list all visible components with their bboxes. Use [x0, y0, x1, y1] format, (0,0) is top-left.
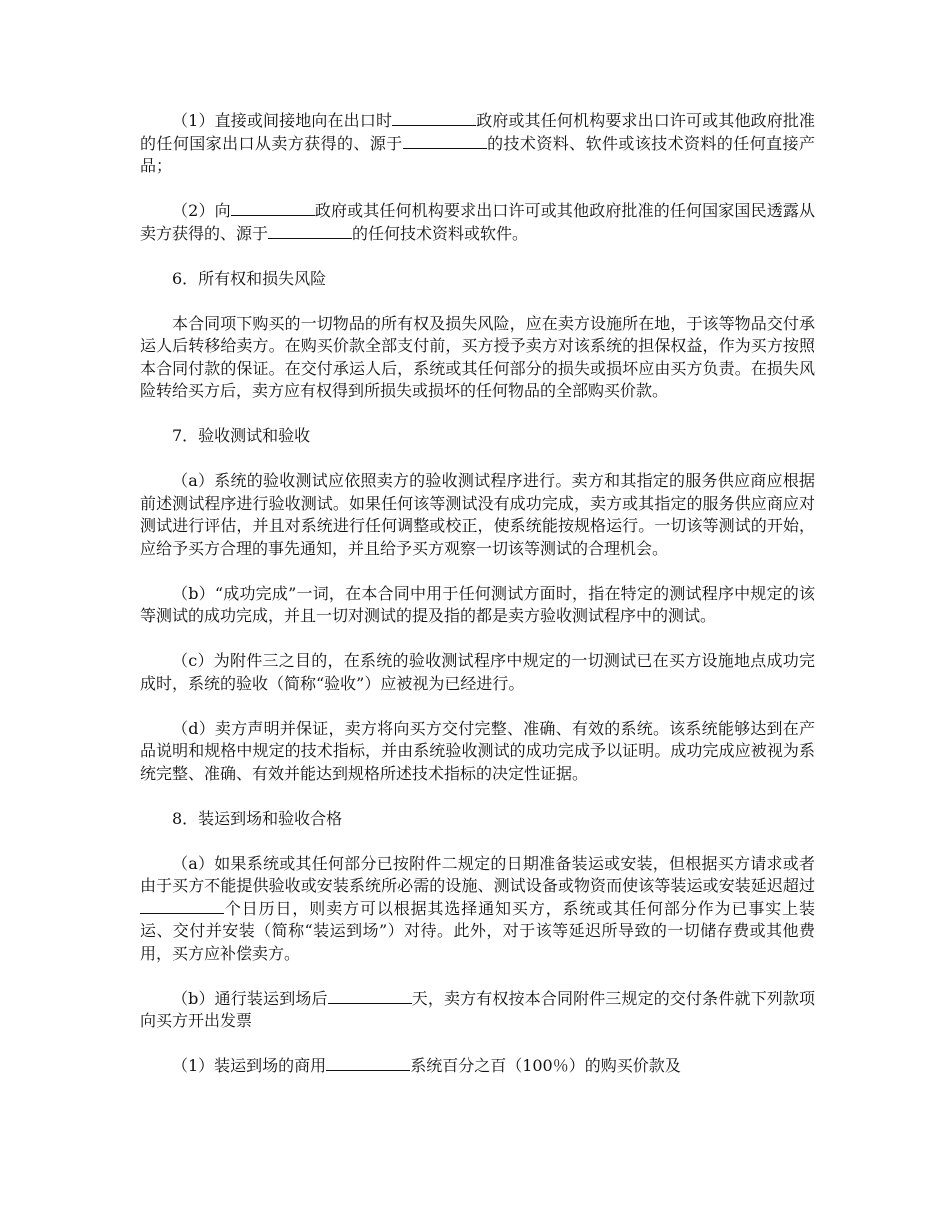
section-heading-6: 6．所有权和损失风险: [172, 268, 327, 288]
text-segment: 的技术资料、软件或该技术资料的任何直接产品；: [140, 133, 815, 175]
text-segment: 政府或其任何机构要求出口许可或其他政府批准的任何国家出口从卖方获得的、源于: [140, 111, 815, 153]
blank-field: [140, 899, 224, 914]
text-segment: 政府或其任何机构要求出口许可或其他政府批准的任何国家国民透露从卖方获得的、源于: [140, 201, 815, 243]
paragraph-shipment-b-1: [140, 1055, 815, 1078]
text-segment: （b）通行装运到场后: [172, 988, 328, 1008]
blank-field: [268, 224, 352, 239]
text-segment: 系统百分之百（100％）的购买价款及: [410, 1056, 681, 1075]
paragraph-acceptance-c: （c）为附件三之目的，在系统的验收测试程序中规定的一切测试已在买方设施地点成功完成时，系统的验收（简称“验收”）应被视为已经进行。: [140, 651, 815, 693]
paragraph-ownership-risk: 本合同项下购买的一切物品的所有权及损失风险，应在卖方设施所在地，于该等物品交付承运人后转移给卖方。在购买价款全部支付前，买方授予卖方对该系统的担保权益，作为买方按照本合同付款的保证。在交付承运人后，系统或其任何部分的损失或损坏应由买方负责。在损失风险转给买方后，卖方应有权得到所损失或损坏的任何物品的全部购买价款。: [140, 313, 815, 400]
text-segment: （1）装运到场的商用: [172, 1056, 327, 1075]
text-segment: （a）如果系统或其任何部分已按附件二规定的日期准备装运或安装，但根据买方请求或者由于买方不能提供验收或安装系统所必需的设施、测试设备或物资而使该等装运或安装延迟超过: [140, 853, 815, 895]
document-page: [140, 110, 815, 1078]
paragraph-shipment-a: [140, 853, 815, 966]
paragraph-acceptance-d: （d）卖方声明并保证，卖方将向买方交付完整、准确、有效的系统。该系统能够达到在产品说明和规格中规定的技术指标，并由系统验收测试的成功完成予以证明。成功完成应被视为系统完整、准确、有效并能达到规格所述技术指标的决定性证据。: [140, 718, 815, 783]
text-segment: （1）直接或间接地向在出口时: [172, 111, 393, 130]
blank-field: [392, 111, 476, 126]
paragraph-acceptance-a: （a）系统的验收测试应依照卖方的验收测试程序进行。卖方和其指定的服务供应商应根据前述测试程序进行验收测试。如果任何该等测试没有成功完成，卖方或其指定的服务供应商应对测试进行评估，并且对系统进行任何调整或校正，使系统能按规格运行。一切该等测试的开始，应给予买方合理的事先通知，并且给予买方观察一切该等测试的合理机会。: [140, 471, 815, 558]
section-heading-8: 8．装运到场和验收合格: [172, 808, 343, 828]
blank-field: [403, 134, 487, 149]
text-segment: 个日历日，则卖方可以根据其选择通知买方，系统或其任何部分作为已事实上装运、交付并安装（简称“装运到场”）对待。此外，对于该等延迟所导致的一切储存费或其他费用，买方应补偿卖方。: [140, 898, 815, 963]
text-segment: （2）向: [172, 201, 231, 220]
paragraph-export-restriction-1: [140, 110, 815, 178]
blank-field: [328, 989, 412, 1004]
paragraph-shipment-b: [140, 988, 815, 1033]
blank-field: [326, 1056, 410, 1071]
paragraph-export-restriction-2: [140, 200, 815, 245]
section-heading-7: 7．验收测试和验收: [172, 426, 311, 445]
blank-field: [231, 201, 315, 216]
text-segment: 天，卖方有权按本合同附件三规定的交付条件就下列款项向买方开出发票: [140, 988, 815, 1030]
paragraph-acceptance-b: （b）“成功完成”一词，在本合同中用于任何测试方面时，指在特定的测试程序中规定的该等测试的成功完成，并且一切对测试的提及指的都是卖方验收测试程序中的测试。: [140, 583, 815, 625]
text-segment: 的任何技术资料或软件。: [352, 223, 529, 243]
